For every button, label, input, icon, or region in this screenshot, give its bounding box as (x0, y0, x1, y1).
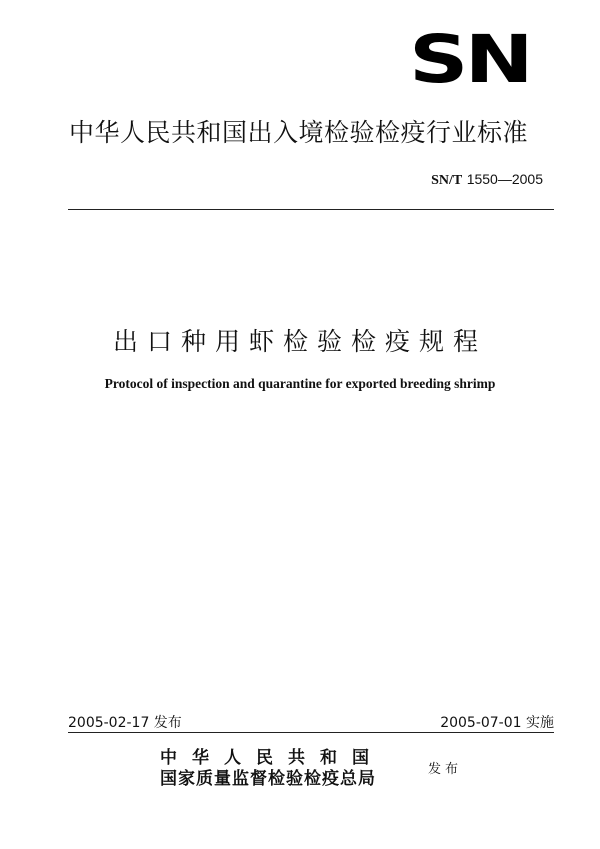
standard-code-number: 1550—2005 (466, 171, 543, 187)
issuer-agency: 国家质量监督检验检疫总局 (160, 769, 376, 789)
issuer-country: 中华人民共和国 (160, 748, 384, 768)
effective-date: 2005-07-01 实施 (440, 715, 554, 731)
top-divider (68, 209, 554, 210)
document-title-cn: 出口种用虾检验检疫规程 (112, 327, 487, 356)
issuer-block (160, 748, 384, 790)
sn-logo: SN (409, 21, 530, 98)
issue-label: 发布 (428, 762, 463, 777)
document-title-en: Protocol of inspection and quarantine for exported breeding shrimp (104, 376, 496, 391)
bottom-divider (68, 732, 554, 733)
standard-code (431, 171, 543, 189)
organization-heading: 中华人民共和国出入境检验检疫行业标准 (69, 118, 529, 147)
standard-code-prefix: SN/T (431, 173, 463, 188)
release-date: 2005-02-17 发布 (68, 715, 182, 731)
